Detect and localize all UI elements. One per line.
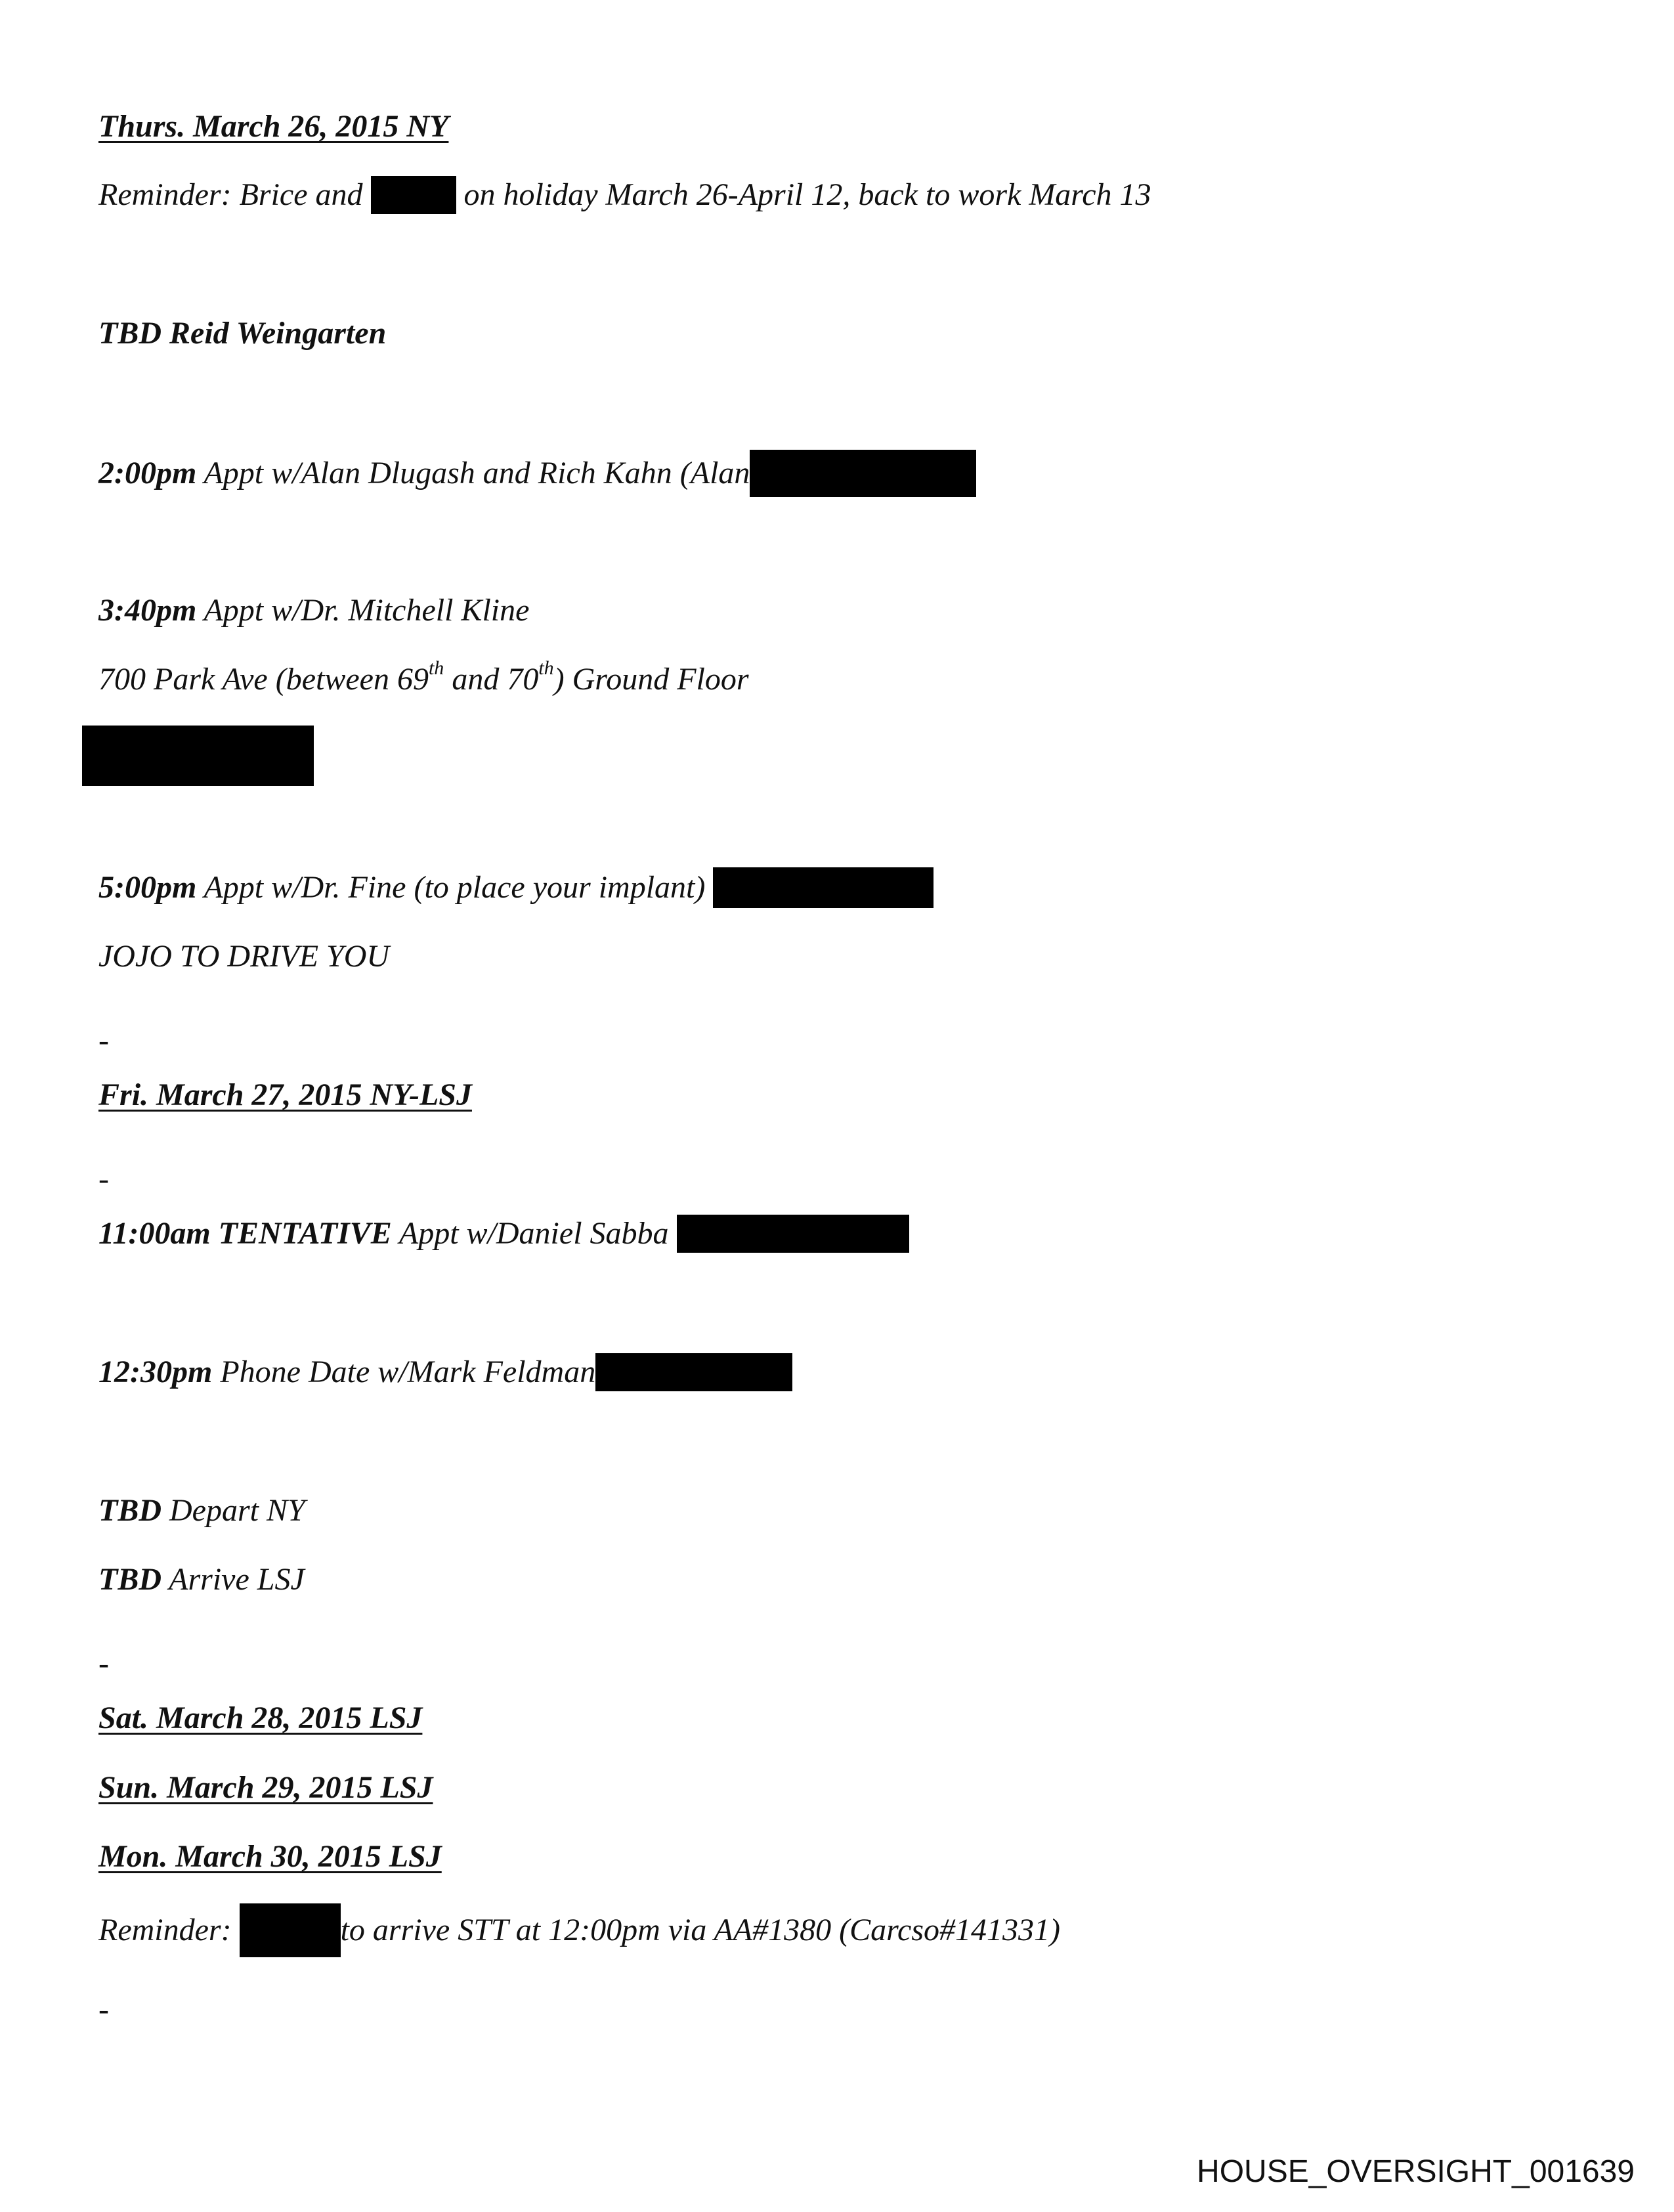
tbd-reid-weingarten: TBD Reid Weingarten xyxy=(98,316,387,351)
phone-1230pm xyxy=(98,1353,792,1394)
appt-1100am xyxy=(98,1214,909,1255)
tbd-depart xyxy=(98,1491,305,1530)
appt-200-text: Appt w/Alan Dlugash and Rich Kahn (Alan xyxy=(196,456,750,491)
jojo-drive-note: JOJO TO DRIVE YOU xyxy=(98,939,390,974)
redaction-block xyxy=(371,176,456,214)
reminder-pre: Reminder: Brice and xyxy=(98,177,371,212)
separator-dash: - xyxy=(98,1161,109,1196)
time-500pm: 5:00pm xyxy=(98,870,197,905)
date-heading-sun: Sun. March 29, 2015 LSJ xyxy=(98,1770,433,1805)
date-heading-thu: Thurs. March 26, 2015 NY xyxy=(98,109,449,144)
address-part-b: and 70 xyxy=(444,662,539,697)
address-part-c: ) Ground Floor xyxy=(553,662,749,697)
time-200pm: 2:00pm xyxy=(98,456,197,491)
address-part-a: 700 Park Ave (between 69 xyxy=(98,662,429,697)
separator-dash: - xyxy=(98,1992,109,2027)
separator-dash: - xyxy=(98,1023,109,1058)
ordinal-th: th xyxy=(428,657,444,679)
reminder-pre: Reminder: xyxy=(98,1913,240,1948)
redaction-block xyxy=(677,1215,909,1253)
reminder-arrival xyxy=(98,1906,1060,1960)
reminder-holiday xyxy=(98,175,1151,217)
redaction-block xyxy=(750,450,976,497)
address-line xyxy=(98,657,749,699)
time-1230pm: 12:30pm xyxy=(98,1355,213,1389)
bates-number: HOUSE_OVERSIGHT_001639 xyxy=(1197,2154,1635,2189)
reminder-post: to arrive STT at 12:00pm via AA#1380 (Carcso#141331) xyxy=(340,1913,1061,1948)
appt-500-text: Appt w/Dr. Fine (to place your implant) xyxy=(196,870,714,905)
tentative-label: TENTATIVE xyxy=(210,1216,392,1251)
redaction-block xyxy=(713,867,934,908)
redaction-block xyxy=(240,1903,341,1957)
ordinal-th: th xyxy=(538,657,554,679)
date-heading-mon: Mon. March 30, 2015 LSJ xyxy=(98,1839,442,1874)
depart-text: Depart NY xyxy=(161,1493,305,1528)
tbd-arrive xyxy=(98,1560,305,1599)
time-340pm: 3:40pm xyxy=(98,593,197,628)
appt-340pm xyxy=(98,591,529,630)
redaction-block xyxy=(82,726,314,786)
appt-500pm xyxy=(98,868,934,911)
appt-200pm xyxy=(98,452,976,500)
appt-1100-text: Appt w/Daniel Sabba xyxy=(391,1216,677,1251)
redaction-block xyxy=(595,1353,792,1391)
arrive-text: Arrive LSJ xyxy=(161,1562,305,1597)
time-1100am: 11:00am xyxy=(98,1216,211,1251)
phone-1230-text: Phone Date w/Mark Feldman xyxy=(212,1355,596,1389)
date-heading-sat: Sat. March 28, 2015 LSJ xyxy=(98,1701,423,1735)
appt-340-text: Appt w/Dr. Mitchell Kline xyxy=(196,593,530,628)
tbd-label: TBD xyxy=(98,1562,161,1597)
tbd-label: TBD xyxy=(98,1493,161,1528)
separator-dash: - xyxy=(98,1646,109,1681)
reminder-post: on holiday March 26-April 12, back to work March 13 xyxy=(456,177,1151,212)
date-heading-fri: Fri. March 27, 2015 NY-LSJ xyxy=(98,1077,472,1112)
